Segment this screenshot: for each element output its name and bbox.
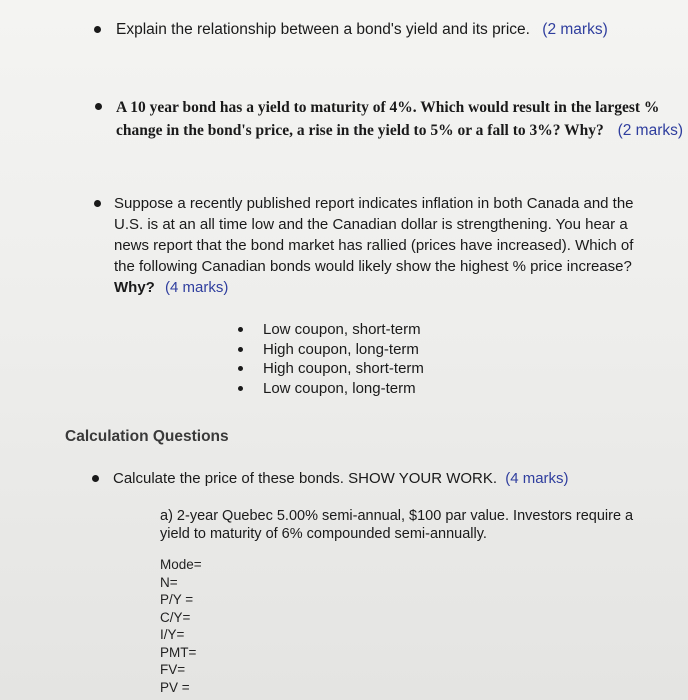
q3-marks: (4 marks): [165, 279, 229, 296]
q3-line-3: news report that the bond market has rallied (prices have increased). Which of: [114, 237, 634, 254]
q3-option-label: Low coupon, short-term: [263, 321, 421, 338]
q3-line-5: [114, 277, 634, 298]
q3-option: [236, 359, 424, 379]
var-cy: C/Y=: [160, 609, 191, 625]
q3-option-bullet: [238, 327, 243, 332]
q2-bullet: [95, 103, 102, 110]
var-pmt: PMT=: [160, 644, 197, 660]
var-mode: Mode=: [160, 557, 202, 572]
calc-marks: (4 marks): [505, 470, 569, 487]
calc-instruction: [113, 470, 569, 487]
q3-line-2: U.S. is at an all time low and the Canadian dollar is strengthening. You hear a: [114, 216, 628, 233]
q2-line-1: A 10 year bond has a yield to maturity of 4%. Which would result in the largest %: [116, 99, 660, 116]
q3-why: Why?: [114, 279, 155, 296]
calc-bullet: [92, 475, 99, 482]
q3-option: [236, 340, 424, 360]
var-n: N=: [160, 574, 178, 590]
part-a-line-2: yield to maturity of 6% compounded semi-annually.: [160, 525, 487, 542]
q3-option-label: High coupon, short-term: [263, 360, 424, 377]
q2-line-2-text: change in the bond's price, a rise in the yield to 5% or a fall to 3%? Why?: [116, 122, 604, 139]
calc-instruction-text: Calculate the price of these bonds. SHOW YOUR WORK.: [113, 470, 498, 487]
calculator-variables: [160, 556, 202, 696]
q3-options-list: [236, 320, 424, 398]
q3-bullet: [94, 200, 101, 207]
part-a: [160, 508, 633, 543]
q1-marks: (2 marks): [542, 21, 608, 38]
q2-line-2: [116, 119, 683, 142]
q2-marks: (2 marks): [617, 122, 684, 139]
q1-text: [116, 21, 608, 39]
q3-line-4: the following Canadian bonds would likely show the highest % price increase?: [114, 258, 632, 275]
calculation-heading: Calculation Questions: [65, 428, 229, 445]
var-py: P/Y =: [160, 592, 194, 607]
q3-option: [236, 320, 424, 340]
q3-option: [236, 379, 424, 399]
q2-text: [116, 96, 683, 142]
var-fv: FV=: [160, 662, 186, 677]
q3-option-bullet: [238, 347, 243, 352]
var-pv: PV =: [160, 679, 190, 695]
q3-text: [114, 193, 634, 298]
q1-bullet: [94, 26, 101, 33]
q3-option-bullet: [238, 366, 243, 371]
q3-option-bullet: [238, 386, 243, 391]
part-a-line-1: a) 2-year Quebec 5.00% semi-annual, $100 par value. Investors require a: [160, 508, 634, 524]
q3-line-1: Suppose a recently published report indicates inflation in both Canada and the: [114, 195, 634, 212]
q1-question: Explain the relationship between a bond's yield and its price.: [116, 21, 530, 38]
var-iy: I/Y=: [160, 627, 185, 642]
q3-option-label: Low coupon, long-term: [263, 379, 416, 397]
q3-option-label: High coupon, long-term: [263, 340, 419, 358]
